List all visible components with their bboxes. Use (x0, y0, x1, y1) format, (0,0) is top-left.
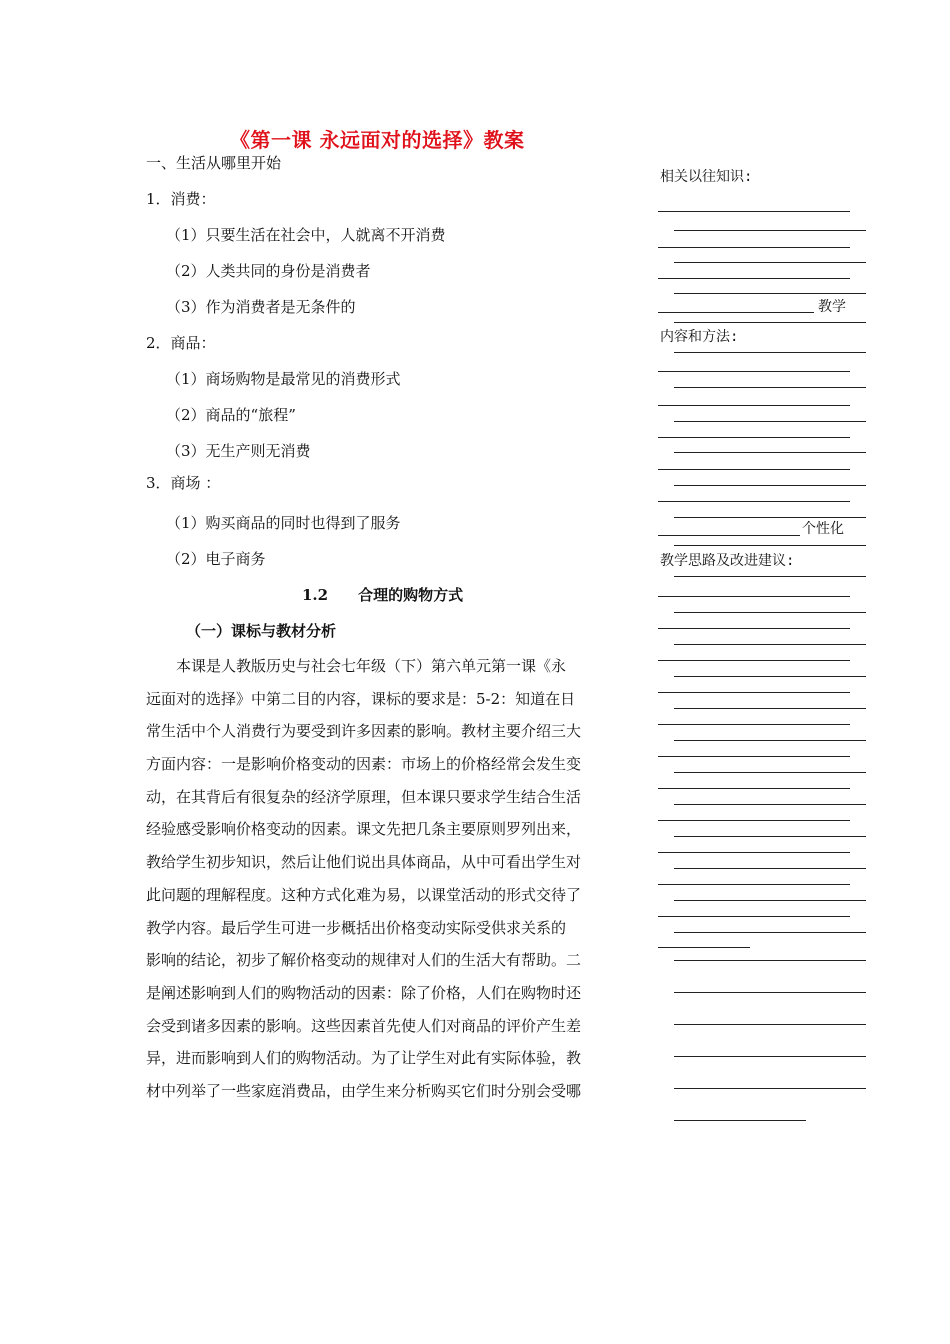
note-line (658, 884, 850, 885)
note-line (674, 868, 866, 869)
note-line (674, 1088, 866, 1089)
note-line (658, 535, 800, 536)
outline-point: （1）只要生活在社会中，人就离不开消费 (166, 226, 446, 244)
note-line (674, 644, 866, 645)
paragraph-line: 远面对的选择》中第二目的内容，课标的要求是：5-2：知道在日 (146, 689, 576, 708)
note-line (674, 352, 866, 353)
note-line (658, 278, 850, 279)
outline-item-market: 3．商场 ： (146, 474, 221, 492)
outline-item-consumption: 1．消费： (146, 190, 216, 208)
paragraph-line: 教学内容。最后学生可进一步概括出价格变动实际受供求关系的 (146, 918, 567, 937)
outline-point: （3）作为消费者是无条件的 (166, 298, 356, 316)
note-line (658, 501, 850, 502)
paragraph-line: 会受到诸多因素的影响。这些因素首先使人们对商品的评价产生差 (146, 1016, 582, 1035)
note-line (658, 756, 850, 757)
note-line (674, 1056, 866, 1057)
note-line (674, 992, 866, 993)
note-line (658, 788, 850, 789)
note-line (658, 724, 850, 725)
note-line (674, 322, 866, 323)
note-line (658, 405, 850, 406)
note-line (674, 230, 866, 231)
section-heading: 一、生活从哪里开始 (146, 154, 282, 172)
note-line (674, 485, 866, 486)
paragraph-line: 此问题的理解程度。这种方式化难为易，以课堂活动的形式交待了 (146, 885, 582, 904)
note-line (674, 545, 866, 546)
paragraph-line: 教给学生初步知识，然后让他们说出具体商品，从中可看出学生对 (146, 853, 582, 872)
paragraph-line: 是阐述影响到人们的购物活动的因素：除了价格，人们在购物时还 (146, 983, 582, 1002)
note-line (674, 836, 866, 837)
note-line (674, 262, 866, 263)
note-line (674, 708, 866, 709)
analysis-heading: （一）课标与教材分析 (186, 622, 337, 640)
note-line (674, 387, 866, 388)
sidebar-label-personalized: 个性化 (802, 521, 844, 537)
outline-item-goods: 2．商品： (146, 334, 216, 352)
note-line (658, 916, 850, 917)
note-line (658, 469, 850, 470)
note-line (658, 211, 850, 212)
note-line (674, 452, 866, 453)
note-line (674, 576, 866, 577)
paragraph-line: 动，在其背后有很复杂的经济学原理，但本课只要求学生结合生活 (146, 787, 582, 806)
outline-point: （2）人类共同的身份是消费者 (166, 262, 371, 280)
paragraph-line: 本课是人教版历史与社会七年级（下）第六单元第一课《永 (146, 657, 567, 675)
note-line (674, 676, 866, 677)
paragraph-line: 经验感受影响价格变动的因素。课文先把几条主要原则罗列出来， (146, 820, 582, 839)
outline-point: （2）商品的“旅程” (166, 406, 296, 424)
note-line (674, 293, 866, 294)
note-line (674, 1120, 806, 1121)
note-line (674, 932, 866, 933)
paragraph-line: 常生活中个人消费行为要受到许多因素的影响。教材主要介绍三大 (146, 722, 582, 741)
paragraph-line: 方面内容：一是影响价格变动的因素：市场上的价格经常会发生变 (146, 755, 582, 774)
note-line (674, 960, 866, 961)
note-line (658, 628, 850, 629)
note-line (674, 421, 866, 422)
note-line (674, 804, 866, 805)
document-title: 《第一课 永远面对的选择》教案 (230, 128, 525, 152)
note-line (658, 660, 850, 661)
note-line (658, 692, 850, 693)
subsection-heading: 1.2 合理的购物方式 (302, 586, 464, 604)
outline-point: （3）无生产则无消费 (166, 442, 311, 460)
paragraph-line: 异，进而影响到人们的购物活动。为了让学生对此有实际体验，教 (146, 1049, 582, 1068)
note-line (658, 596, 850, 597)
outline-point: （1）购买商品的同时也得到了服务 (166, 514, 401, 532)
note-line (658, 820, 850, 821)
note-line (674, 900, 866, 901)
note-line (658, 312, 814, 313)
note-line (674, 772, 866, 773)
sidebar-label-ideas-suggestions: 教学思路及改进建议: (660, 553, 795, 569)
outline-point: （1）商场购物是最常见的消费形式 (166, 370, 401, 388)
note-line (658, 852, 850, 853)
analysis-paragraph (146, 650, 632, 1108)
outline-point: （2）电子商务 (166, 550, 266, 568)
note-line (658, 947, 750, 948)
sidebar-label-prior-knowledge: 相关以往知识: (660, 169, 753, 185)
note-line (674, 1024, 866, 1025)
note-line (658, 371, 850, 372)
sidebar-label-content-methods: 内容和方法: (660, 329, 739, 345)
note-line (674, 740, 866, 741)
note-line (658, 437, 850, 438)
paragraph-line: 材中列举了一些家庭消费品，由学生来分析购买它们时分别会受哪 (146, 1081, 582, 1100)
paragraph-line: 影响的结论，初步了解价格变动的规律对人们的生活大有帮助。二 (146, 951, 582, 970)
note-line (658, 247, 850, 248)
sidebar-label-teaching: 教学 (818, 299, 846, 315)
note-line (674, 612, 866, 613)
